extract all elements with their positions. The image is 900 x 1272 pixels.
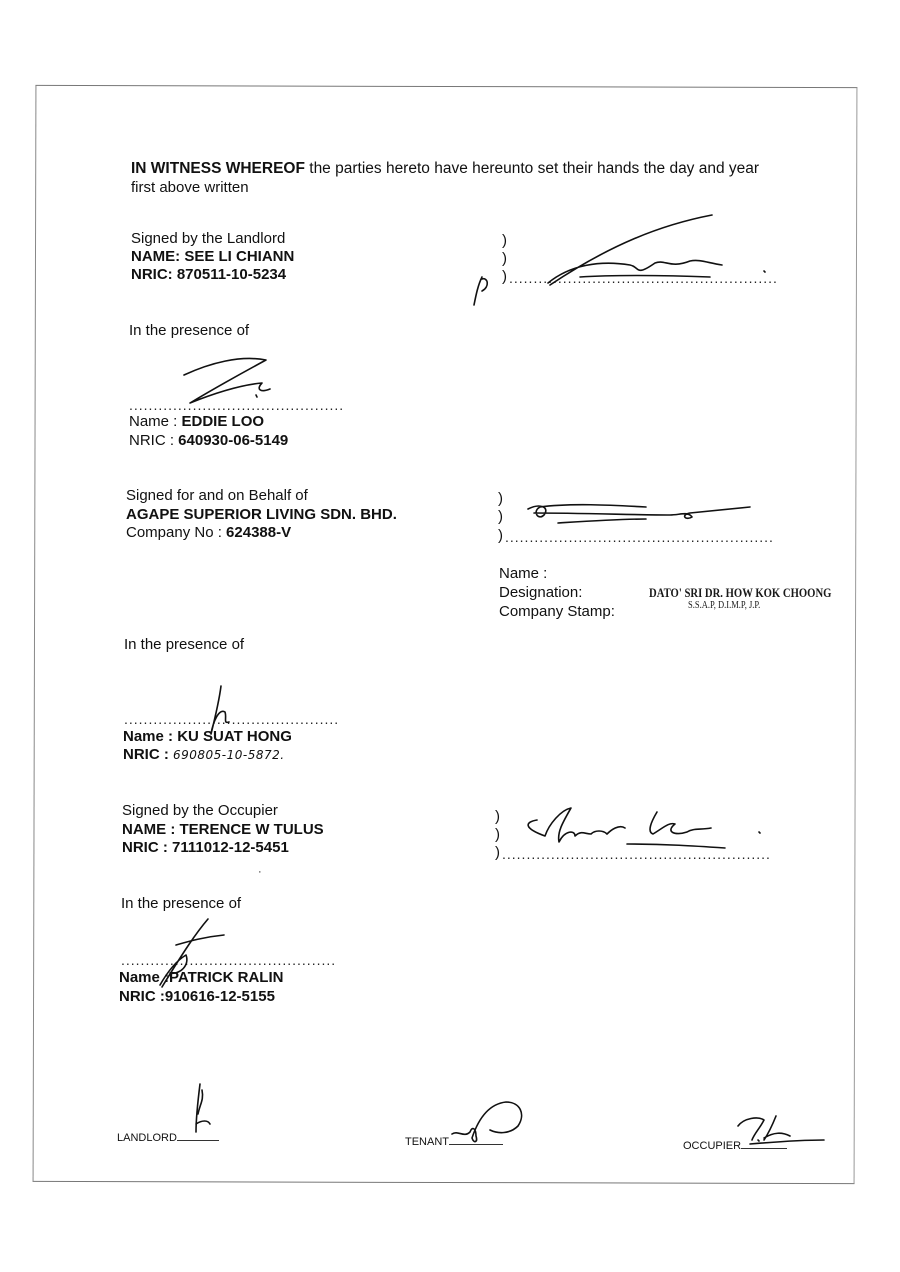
company-signature-line: .......................................................	[505, 529, 774, 545]
occupier-name-row	[122, 821, 324, 839]
witness2-name: KU SUAT HONG	[177, 728, 292, 745]
witness3-nric-row	[119, 988, 275, 1006]
occupier-paren-2: )	[495, 826, 500, 843]
company-name-label: Name :	[499, 565, 548, 582]
company-signed-for: Signed for and on Behalf of	[126, 487, 308, 504]
witness2-name-row	[123, 728, 292, 746]
occupier-paren-1: )	[495, 808, 500, 825]
company-designation-label: Designation:	[499, 584, 583, 601]
witness3-presence: In the presence of	[121, 895, 242, 912]
landlord-name-label: NAME:	[131, 248, 185, 265]
footer-landlord-initial	[188, 1080, 228, 1140]
occupier-nric: 7111012-12-5451	[172, 839, 289, 856]
occupier-name: TERENCE W TULUS	[179, 821, 324, 838]
witness2-signature-line: ............................................	[124, 711, 340, 727]
company-paren-2: )	[498, 508, 503, 525]
witness-clause	[131, 160, 759, 178]
witness-lead: IN WITNESS WHEREOF	[131, 160, 305, 177]
occupier-name-label: NAME :	[122, 821, 180, 838]
witness3-signature-line: ............................................	[121, 952, 337, 968]
witness2-presence: In the presence of	[124, 636, 245, 653]
witness-line2: first above written	[131, 179, 249, 196]
landlord-signature	[460, 205, 760, 305]
witness1-nric-row	[129, 432, 288, 450]
witness3-name-label: Name :	[119, 969, 170, 986]
witness3-name: PATRICK RALIN	[169, 969, 284, 986]
company-name: AGAPE SUPERIOR LIVING SDN. BHD.	[126, 506, 397, 523]
witness1-name: EDDIE LOO	[181, 413, 265, 430]
witness1-nric: 640930-06-5149	[178, 432, 289, 449]
witness2-name-label: Name :	[123, 728, 178, 745]
occupier-signed-by: Signed by the Occupier	[122, 802, 278, 819]
witness1-name-label: Name :	[129, 413, 182, 430]
landlord-nric: 870511-10-5234	[176, 266, 287, 283]
witness3-nric: 910616-12-5155	[164, 988, 275, 1005]
company-stamp-line2: S.S.A.P, D.I.M.P, J.P.	[688, 600, 761, 611]
witness3-name-row	[119, 969, 283, 987]
footer-tenant-initial	[448, 1098, 538, 1158]
occupier-nric-row	[122, 839, 289, 857]
witness3-nric-label: NRIC :	[119, 988, 165, 1005]
witness1-presence: In the presence of	[129, 322, 250, 339]
landlord-signature-line: .......................................................	[509, 270, 778, 286]
landlord-signed-by: Signed by the Landlord	[131, 230, 286, 247]
witness-rest: the parties hereto have hereunto set their hands the day and year	[304, 160, 760, 177]
company-paren-1: )	[498, 490, 503, 507]
witness1-name-row	[129, 413, 264, 431]
company-no-row	[126, 524, 291, 542]
witness1-signature-line: ............................................	[129, 397, 345, 413]
occupier-paren-3: )	[495, 844, 500, 861]
company-stamp-line1: DATO' SRI DR. HOW KOK CHOONG	[649, 585, 832, 600]
footer-occupier-label: OCCUPIER	[683, 1140, 742, 1152]
witness1-signature	[170, 355, 290, 415]
landlord-nric-label: NRIC:	[131, 266, 177, 283]
landlord-paren-2: )	[502, 250, 507, 267]
witness1-nric-label: NRIC :	[129, 432, 179, 449]
footer-landlord-label: LANDLORD	[117, 1132, 177, 1144]
witness2-nric: 690805-10-5872.	[173, 748, 285, 762]
witness2-nric-label: NRIC :	[123, 746, 173, 763]
company-no: 624388-V	[226, 524, 292, 541]
footer-tenant-label: TENANT	[405, 1136, 449, 1148]
footer-occupier-initial	[730, 1110, 830, 1160]
landlord-name: SEE LI CHIANN	[184, 248, 295, 265]
landlord-paren-1: )	[502, 232, 507, 249]
company-paren-3: )	[498, 527, 503, 544]
company-no-label: Company No :	[126, 524, 227, 541]
witness2-nric-row	[123, 746, 285, 764]
occupier-nric-label: NRIC :	[122, 839, 172, 856]
occupier-stray-dot: ·	[258, 866, 262, 878]
landlord-name-row	[131, 248, 294, 266]
landlord-nric-row	[131, 266, 286, 284]
company-signature	[510, 495, 770, 545]
occupier-signature	[515, 800, 795, 860]
company-stamp-label: Company Stamp:	[499, 603, 615, 620]
landlord-paren-3: )	[502, 268, 507, 285]
occupier-signature-line: .......................................................	[502, 846, 771, 862]
